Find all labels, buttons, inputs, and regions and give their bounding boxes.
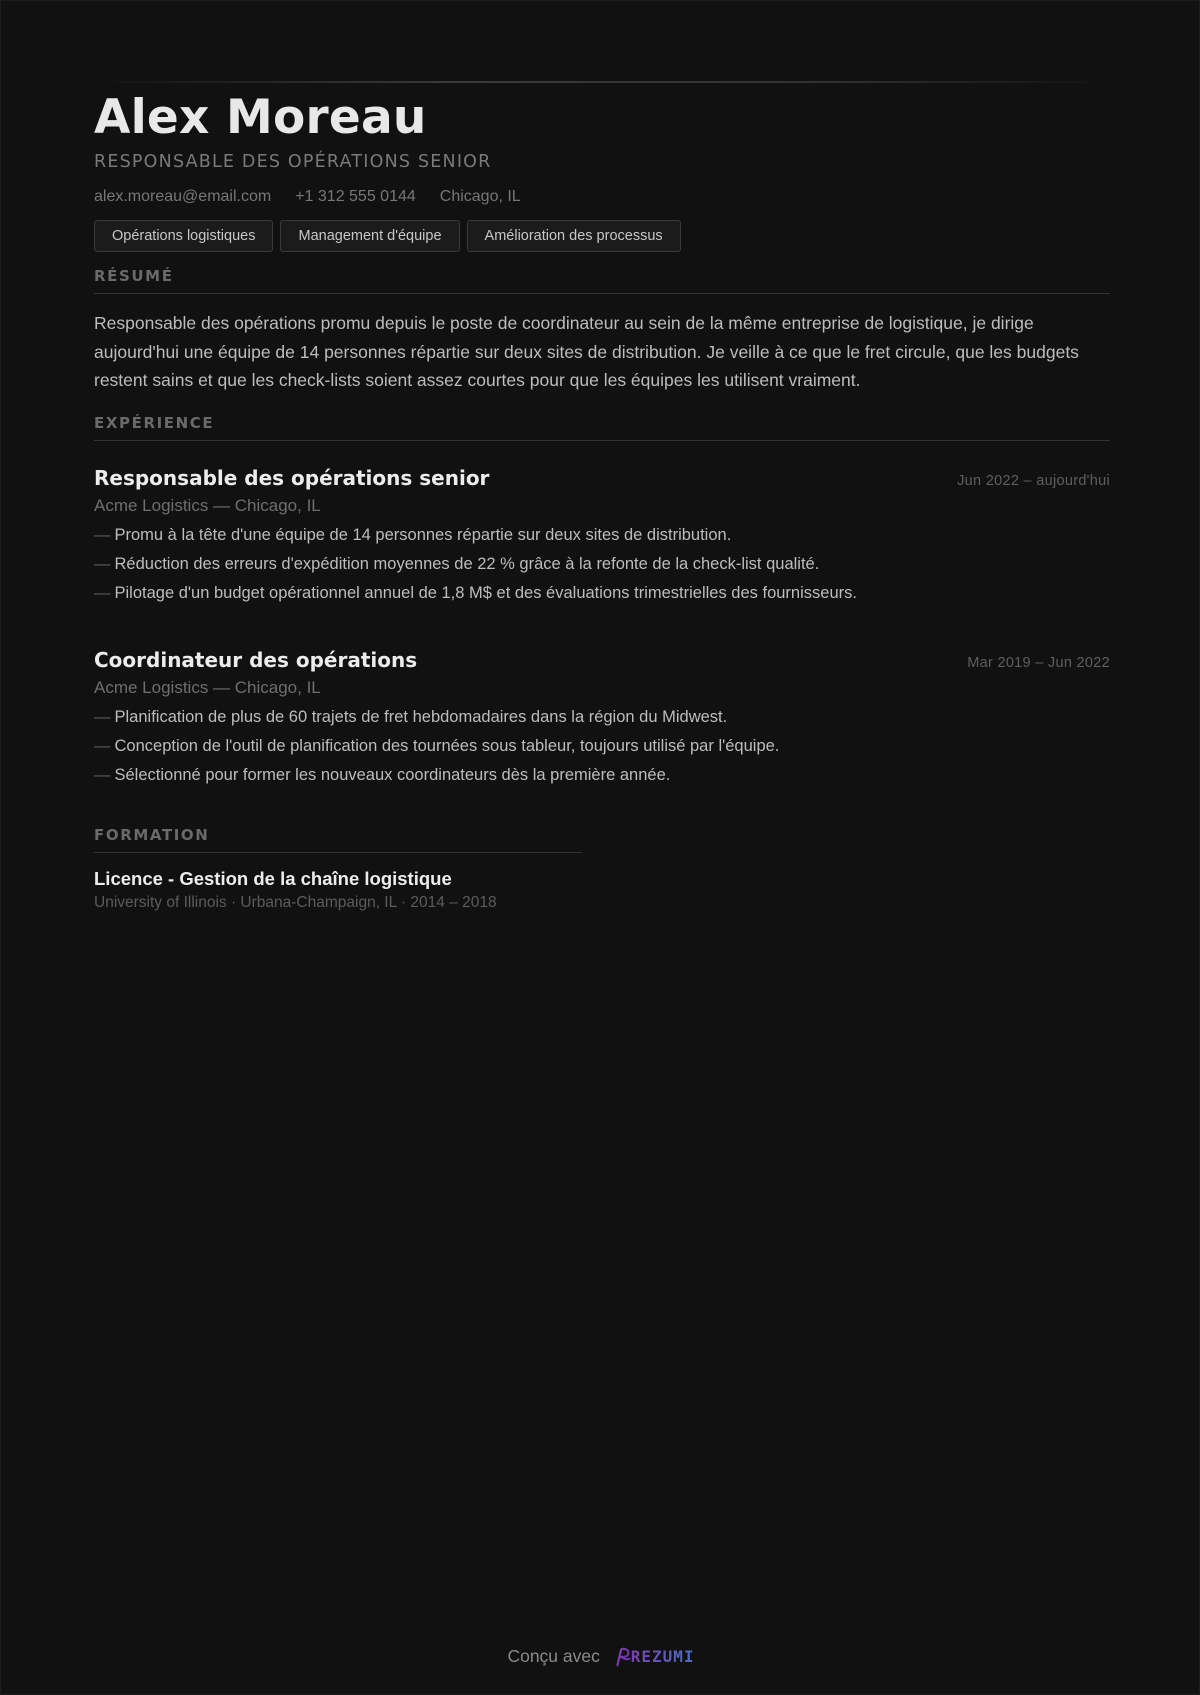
experience-section [94,413,1110,790]
job-company: Acme Logistics — Chicago, IL [94,495,321,515]
bullet-dash-icon: — [94,583,111,602]
experience-heading: EXPÉRIENCE [94,413,1110,441]
job-bullet [94,579,1110,608]
education-section [94,825,582,913]
bullet-text: Pilotage d'un budget opérationnel annuel de 1,8 M$ et des évaluations trimestrielles des fournisseurs. [114,583,857,602]
resume-content [94,89,1110,913]
contact-list [94,186,1110,208]
bullet-dash-icon: — [94,736,111,755]
job-entry [94,465,1110,608]
bullet-text: Conception de l'outil de planification des tournées sous tableur, toujours utilisé par l'équipe. [114,736,780,755]
contact-phone[interactable]: +1 312 555 0144 [295,188,416,205]
summary-heading: RÉSUMÉ [94,266,1110,294]
bullet-text: Réduction des erreurs d'expédition moyennes de 22 % grâce à la refonte de la check-list qualité. [114,554,820,573]
contact-location: Chicago, IL [439,188,521,205]
job-bullets [94,521,1110,608]
top-divider [94,81,1109,83]
job-header [94,465,1110,491]
job-bullet [94,703,1110,732]
bullet-dash-icon: — [94,554,111,573]
job-header [94,647,1110,673]
summary-text: Responsable des opérations promu depuis le poste de coordinateur au sein de la même entreprise de logistique, je dirige aujourd'hui une équipe de 14 personnes répartie sur deux sites de distribution. Je veille à ce que le fret circule, que les budgets restent sains et que les check-lists soient assez courtes pour que les équipes les utilisent vraiment. [94,313,1079,390]
brand-name: REZUMI [631,1645,695,1669]
footer-label: Conçu avec [507,1646,600,1666]
bullet-text: Sélectionné pour former les nouveaux coordinateurs dès la première année. [114,765,671,784]
contact-email[interactable]: alex.moreau@email.com [94,188,272,205]
candidate-title: RESPONSABLE DES OPÉRATIONS SENIOR [94,152,492,172]
skill-tag: Amélioration des processus [467,220,681,252]
skill-tag: Management d'équipe [280,220,459,252]
job-bullet [94,550,1110,579]
education-heading: FORMATION [94,825,582,853]
rezumi-logo-icon [611,1646,633,1668]
job-date: Mar 2019 – Jun 2022 [967,654,1110,671]
job-bullets [94,703,1110,790]
job-bullet [94,732,1110,761]
degree-title: Licence - Gestion de la chaîne logistique [94,867,452,889]
job-title: Coordinateur des opérations [94,647,418,672]
skill-tag: Opérations logistiques [94,220,273,252]
education-meta: University of Illinois · Urbana-Champaign, IL · 2014 – 2018 [94,893,497,911]
summary-section [94,266,1110,395]
candidate-name: Alex Moreau [94,90,427,145]
job-bullet [94,761,1110,790]
brand-link[interactable] [611,1645,695,1669]
bullet-dash-icon: — [94,765,111,784]
bullet-dash-icon: — [94,707,111,726]
job-bullet [94,521,1110,550]
bullet-dash-icon: — [94,525,111,544]
job-date: Jun 2022 – aujourd'hui [957,472,1110,489]
job-entry [94,647,1110,790]
footer-credit [1,1644,1200,1669]
job-company: Acme Logistics — Chicago, IL [94,677,321,697]
job-title: Responsable des opérations senior [94,465,490,490]
bullet-text: Promu à la tête d'une équipe de 14 personnes répartie sur deux sites de distribution. [114,525,732,544]
skill-tags [94,220,1110,252]
bullet-text: Planification de plus de 60 trajets de fret hebdomadaires dans la région du Midwest. [114,707,728,726]
